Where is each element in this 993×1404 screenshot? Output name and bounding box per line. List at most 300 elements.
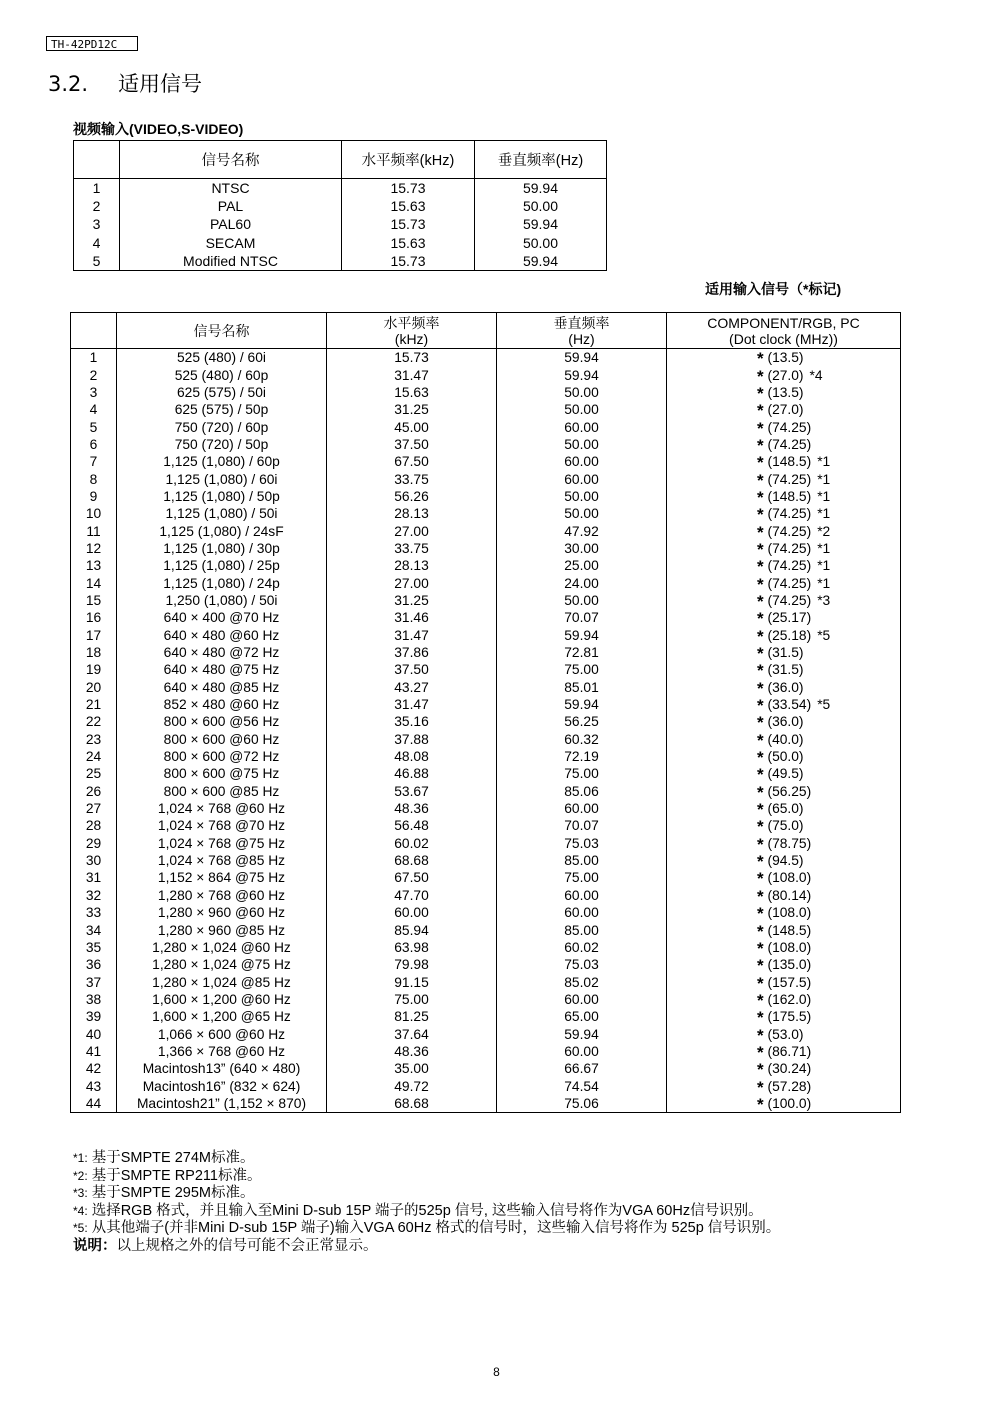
table-cell: 1,024 × 768 @75 Hz [117,835,327,852]
dot-clock-value: (75.0) [767,818,804,834]
table-cell: 68.68 [327,852,497,869]
footnote-reference: *1 [817,575,831,591]
table-cell: 85.06 [497,783,667,800]
table-cell: 67.50 [327,453,497,470]
table-row [71,748,901,765]
dot-clock-value: (27.0) [767,402,804,418]
table-cell: 8 [71,470,117,487]
dot-clock-cell [667,488,901,505]
supported-mark: * [757,696,764,714]
supported-mark: * [757,349,764,367]
table-cell: 1,125 (1,080) / 25p [117,557,327,574]
dot-clock-value: (108.0) [767,870,812,886]
table-cell: 48.36 [327,1043,497,1060]
table-row [71,1060,901,1077]
table-cell: 50.00 [497,592,667,609]
table-cell: 45.00 [327,418,497,435]
footnote-reference: *5 [817,697,831,713]
table-cell: 1,125 (1,080) / 60i [117,470,327,487]
table-cell: 74.54 [497,1077,667,1094]
dot-clock-cell [667,852,901,869]
table-row [71,644,901,661]
table-cell: 15.73 [327,349,497,367]
table-cell: 1,125 (1,080) / 50p [117,488,327,505]
table-row [71,436,901,453]
supported-mark: * [757,852,764,870]
dot-clock-cell [667,349,901,367]
table-cell: 59.94 [497,349,667,367]
dot-clock-value: (74.25) [767,540,812,556]
table-cell: 9 [71,488,117,505]
supported-mark: * [757,453,764,471]
table-cell: 22 [71,713,117,730]
table-cell: 37.88 [327,731,497,748]
dot-clock-cell [667,1095,901,1113]
footnote: *3: 基于SMPTE 295M标准。 [73,1185,255,1201]
dot-clock-cell [667,1008,901,1025]
table-row [71,991,901,1008]
table-cell: 56.48 [327,817,497,834]
rgb-table-caption: 适用输入信号（*标记) [705,281,842,297]
table-row [71,418,901,435]
table-cell: 48.08 [327,748,497,765]
table-cell: 750 (720) / 50p [117,436,327,453]
supported-mark: * [757,470,764,488]
table-cell: 59.94 [497,696,667,713]
table-cell: 40 [71,1025,117,1042]
table-row [71,1095,901,1113]
table-row [71,783,901,800]
table-row [71,384,901,401]
table-cell: 27 [71,800,117,817]
supported-mark: * [757,661,764,679]
table-cell: 30 [71,852,117,869]
table-cell: 31.47 [327,627,497,644]
dot-clock-value: (50.0) [767,749,804,765]
supported-mark: * [757,401,764,419]
table-cell: 75.00 [327,991,497,1008]
dot-clock-cell [667,609,901,626]
footnote: *2: 基于SMPTE RP211标准。 [73,1167,262,1184]
table-row [71,696,901,713]
table-cell: 24 [71,748,117,765]
table-cell: 525 (480) / 60i [117,349,327,367]
table-cell: 1,024 × 768 @85 Hz [117,852,327,869]
table-cell: 50.00 [475,234,607,252]
dot-clock-cell [667,644,901,661]
table-cell: 18 [71,644,117,661]
remark: 说明：以上规格之外的信号可能不会正常显示。 [73,1237,378,1254]
dot-clock-value: (74.25) [767,419,812,435]
table-cell: 640 × 480 @72 Hz [117,644,327,661]
dot-clock-value: (56.25) [767,783,812,799]
table-cell: 59.94 [497,627,667,644]
table-cell: 44 [71,1095,117,1113]
table-cell: 35 [71,939,117,956]
table-cell: 31.25 [327,592,497,609]
dot-clock-value: (49.5) [767,766,804,782]
table-cell: 31.47 [327,366,497,383]
table-cell: 85.02 [497,973,667,990]
dot-clock-value: (74.25) [767,506,812,522]
table-row [74,179,607,198]
dot-clock-value: (108.0) [767,939,812,955]
table-row [74,234,607,252]
dot-clock-value: (13.5) [767,384,804,400]
dot-clock-cell [667,748,901,765]
model-number: TH-42PD12C [46,36,138,51]
dot-clock-cell [667,869,901,886]
table-cell: 37 [71,973,117,990]
table-row [71,713,901,730]
table-row [71,869,901,886]
table-cell: 60.00 [497,904,667,921]
table-cell: 1,152 × 864 @75 Hz [117,869,327,886]
table-row [71,921,901,938]
dot-clock-value: (94.5) [767,853,804,869]
dot-clock-value: (53.0) [767,1026,804,1042]
table-cell: 60.00 [327,904,497,921]
dot-clock-cell [667,904,901,921]
table-cell: 800 × 600 @60 Hz [117,731,327,748]
dot-clock-value: (100.0) [767,1095,812,1111]
dot-clock-value: (31.5) [767,662,804,678]
table-cell: 30.00 [497,540,667,557]
table-cell: 28.13 [327,505,497,522]
table-cell: 33 [71,904,117,921]
table-cell: 2 [71,366,117,383]
table-cell: 60.00 [497,453,667,470]
table-cell: 49.72 [327,1077,497,1094]
table-cell: 15 [71,592,117,609]
column-header: 水平频率 (kHz) [327,313,497,349]
dot-clock-cell [667,679,901,696]
dot-clock-cell [667,592,901,609]
table-cell: 640 × 480 @75 Hz [117,661,327,678]
supported-mark: * [757,522,764,540]
dot-clock-value: (135.0) [767,957,812,973]
table-cell: 1 [71,349,117,367]
dot-clock-cell [667,453,901,470]
dot-clock-cell [667,887,901,904]
dot-clock-value: (108.0) [767,905,812,921]
table-cell: 6 [71,436,117,453]
column-header [74,141,120,179]
table-row [71,852,901,869]
table-row [71,731,901,748]
table-cell: 35.00 [327,1060,497,1077]
dot-clock-cell [667,921,901,938]
dot-clock-cell [667,835,901,852]
table-cell: 10 [71,505,117,522]
dot-clock-cell [667,1043,901,1060]
table-cell: 15.63 [342,234,475,252]
table-cell: 31.25 [327,401,497,418]
table-cell: 53.67 [327,783,497,800]
dot-clock-value: (74.25) [767,592,812,608]
table-cell: 60.00 [497,991,667,1008]
supported-mark: * [757,1042,764,1061]
supported-mark: * [757,748,764,766]
supported-mark: * [757,591,764,610]
supported-mark: * [757,938,764,957]
supported-mark: * [757,782,764,800]
table-row [71,1008,901,1025]
table-cell: 56.25 [497,713,667,730]
dot-clock-cell [667,540,901,557]
footnote-reference: *1 [817,506,831,522]
table-cell: 7 [71,453,117,470]
supported-mark: * [757,505,764,523]
table-cell: 63.98 [327,939,497,956]
table-cell: Macintosh16” (832 × 624) [117,1077,327,1094]
table-cell: 625 (575) / 50p [117,401,327,418]
table-cell: 800 × 600 @72 Hz [117,748,327,765]
dot-clock-value: (80.14) [767,887,812,903]
supported-mark: * [757,678,764,696]
table-cell: 12 [71,540,117,557]
table-cell: 1,024 × 768 @60 Hz [117,800,327,817]
table-cell: 800 × 600 @85 Hz [117,783,327,800]
rgb-input-table [70,312,901,1113]
table-row [71,453,901,470]
table-cell: 50.00 [497,401,667,418]
table-cell: 2 [74,197,120,215]
table-cell: 20 [71,679,117,696]
table-cell: 31.46 [327,609,497,626]
table-cell: 50.00 [497,384,667,401]
table-cell: 72.81 [497,644,667,661]
table-cell: 1,600 × 1,200 @60 Hz [117,991,327,1008]
dot-clock-cell [667,366,901,383]
column-header [71,313,117,349]
table-row [71,1025,901,1042]
dot-clock-value: (33.54) [767,697,812,713]
table-row [71,488,901,505]
table-cell: 47.92 [497,522,667,539]
table-cell: 640 × 400 @70 Hz [117,609,327,626]
table-cell: 50.00 [497,505,667,522]
dot-clock-cell [667,557,901,574]
dot-clock-value: (148.5) [767,454,812,470]
supported-mark: * [757,817,764,835]
table-cell: 66.67 [497,1060,667,1077]
table-row [71,800,901,817]
table-cell: 60.00 [497,470,667,487]
section-title: 适用信号 [118,72,202,96]
dot-clock-cell [667,731,901,748]
column-header: 信号名称 [120,141,342,179]
table-cell: 91.15 [327,973,497,990]
supported-mark: * [757,574,764,592]
table-row [71,505,901,522]
footnote-reference: *1 [817,488,831,504]
table-cell: 43 [71,1077,117,1094]
table-row [71,1043,901,1060]
dot-clock-cell [667,713,901,730]
dot-clock-value: (157.5) [767,974,812,990]
footnote-reference: *1 [817,540,831,556]
table-cell: 35.16 [327,713,497,730]
supported-mark: * [757,557,764,575]
table-cell: 33.75 [327,540,497,557]
table-cell: 47.70 [327,887,497,904]
table-cell: 59.94 [475,215,607,233]
supported-mark: * [757,487,764,506]
table-row [74,197,607,215]
supported-mark: * [757,1025,764,1043]
table-cell: 1,366 × 768 @60 Hz [117,1043,327,1060]
table-cell: NTSC [120,179,342,198]
table-row [71,470,901,487]
dot-clock-value: (74.25) [767,436,812,452]
table-cell: 640 × 480 @85 Hz [117,679,327,696]
table-cell: 1,280 × 1,024 @60 Hz [117,939,327,956]
supported-mark: * [757,730,764,748]
table-row [71,609,901,626]
table-cell: 1,125 (1,080) / 60p [117,453,327,470]
table-cell: 59.94 [475,179,607,198]
table-row [71,817,901,834]
table-cell: 1,024 × 768 @70 Hz [117,817,327,834]
table-cell: 4 [74,234,120,252]
dot-clock-value: (74.25) [767,523,812,539]
table-cell: 37.64 [327,1025,497,1042]
table-row [71,904,901,921]
dot-clock-cell [667,522,901,539]
supported-mark: * [757,921,764,939]
dot-clock-value: (40.0) [767,731,804,747]
table-cell: 14 [71,574,117,591]
table-row [71,973,901,990]
supported-mark: * [757,904,764,922]
table-cell: 1,280 × 1,024 @85 Hz [117,973,327,990]
table-cell: 38 [71,991,117,1008]
dot-clock-cell [667,384,901,401]
table-cell: 56.26 [327,488,497,505]
table-cell: 59.94 [475,252,607,271]
table-cell: PAL60 [120,215,342,233]
table-cell: 28.13 [327,557,497,574]
dot-clock-cell [667,436,901,453]
table-cell: 50.00 [497,488,667,505]
supported-mark: * [757,800,764,818]
table-cell: 25.00 [497,557,667,574]
dot-clock-cell [667,1060,901,1077]
table-cell: 65.00 [497,1008,667,1025]
table-cell: 800 × 600 @56 Hz [117,713,327,730]
footnote: *1: 基于SMPTE 274M标准。 [73,1150,255,1166]
table-cell: 59.94 [497,1025,667,1042]
table-cell: Macintosh21” (1,152 × 870) [117,1095,327,1113]
table-row [71,349,901,367]
table-cell: 1,125 (1,080) / 50i [117,505,327,522]
dot-clock-cell [667,991,901,1008]
dot-clock-cell [667,574,901,591]
table-cell: 68.68 [327,1095,497,1113]
supported-mark: * [757,418,764,436]
supported-mark: * [757,1077,764,1095]
table-cell: 33.75 [327,470,497,487]
table-cell: Macintosh13” (640 × 480) [117,1060,327,1077]
table-cell: Modified NTSC [120,252,342,271]
table-row [71,679,901,696]
column-header: COMPONENT/RGB, PC (Dot clock (MHz)) [667,313,901,349]
table-cell: 15.63 [327,384,497,401]
table-row [71,557,901,574]
table-cell: 19 [71,661,117,678]
dot-clock-cell [667,1025,901,1042]
table-cell: 37.50 [327,436,497,453]
dot-clock-value: (148.5) [767,488,812,504]
table-cell: 1,280 × 960 @60 Hz [117,904,327,921]
table-cell: 23 [71,731,117,748]
table-row [71,939,901,956]
dot-clock-cell [667,800,901,817]
table-cell: 60.00 [497,887,667,904]
table-cell: 70.07 [497,817,667,834]
supported-mark: * [757,713,764,731]
supported-mark: * [757,435,764,454]
footnote-reference: *1 [817,454,831,470]
table-cell: 48.36 [327,800,497,817]
footnote: *5: 从其他端子(并非Mini D-sub 15P 端子)输入VGA 60Hz 格式的信号时，这些输入信号将作为 525p 信号识别。 [73,1220,781,1236]
dot-clock-value: (148.5) [767,922,812,938]
table-cell: 59.94 [497,366,667,383]
table-cell: 60.00 [497,800,667,817]
dot-clock-cell [667,956,901,973]
table-cell: 1,125 (1,080) / 30p [117,540,327,557]
table-cell: 85.00 [497,852,667,869]
table-cell: 32 [71,887,117,904]
table-cell: 852 × 480 @60 Hz [117,696,327,713]
table-cell: 31 [71,869,117,886]
table-cell: 60.02 [497,939,667,956]
table-cell: 41 [71,1043,117,1060]
table-cell: 50.00 [497,436,667,453]
table-row [71,765,901,782]
table-cell: 31.47 [327,696,497,713]
table-cell: 85.01 [497,679,667,696]
table-cell: 13 [71,557,117,574]
column-header: 信号名称 [117,313,327,349]
page-number: 8 [493,1365,500,1379]
table-cell: 26 [71,783,117,800]
supported-mark: * [757,1008,764,1026]
dot-clock-value: (30.24) [767,1061,812,1077]
table-cell: 36 [71,956,117,973]
table-cell: SECAM [120,234,342,252]
table-cell: 27.00 [327,574,497,591]
supported-mark: * [757,886,764,904]
table-cell: 37.86 [327,644,497,661]
footnote-reference: *5 [817,627,831,643]
table-cell: 28 [71,817,117,834]
column-header: 水平频率(kHz) [342,141,475,179]
supported-mark: * [757,609,764,627]
column-header: 垂直频率 (Hz) [497,313,667,349]
table-cell: 75.00 [497,869,667,886]
dot-clock-cell [667,696,901,713]
table-row [71,956,901,973]
table-cell: 1,280 × 1,024 @75 Hz [117,956,327,973]
table-cell: 75.06 [497,1095,667,1113]
table-cell: 15.73 [342,252,475,271]
supported-mark: * [757,990,764,1009]
dot-clock-cell [667,973,901,990]
footnote-reference: *4 [809,367,823,383]
table-row [71,574,901,591]
